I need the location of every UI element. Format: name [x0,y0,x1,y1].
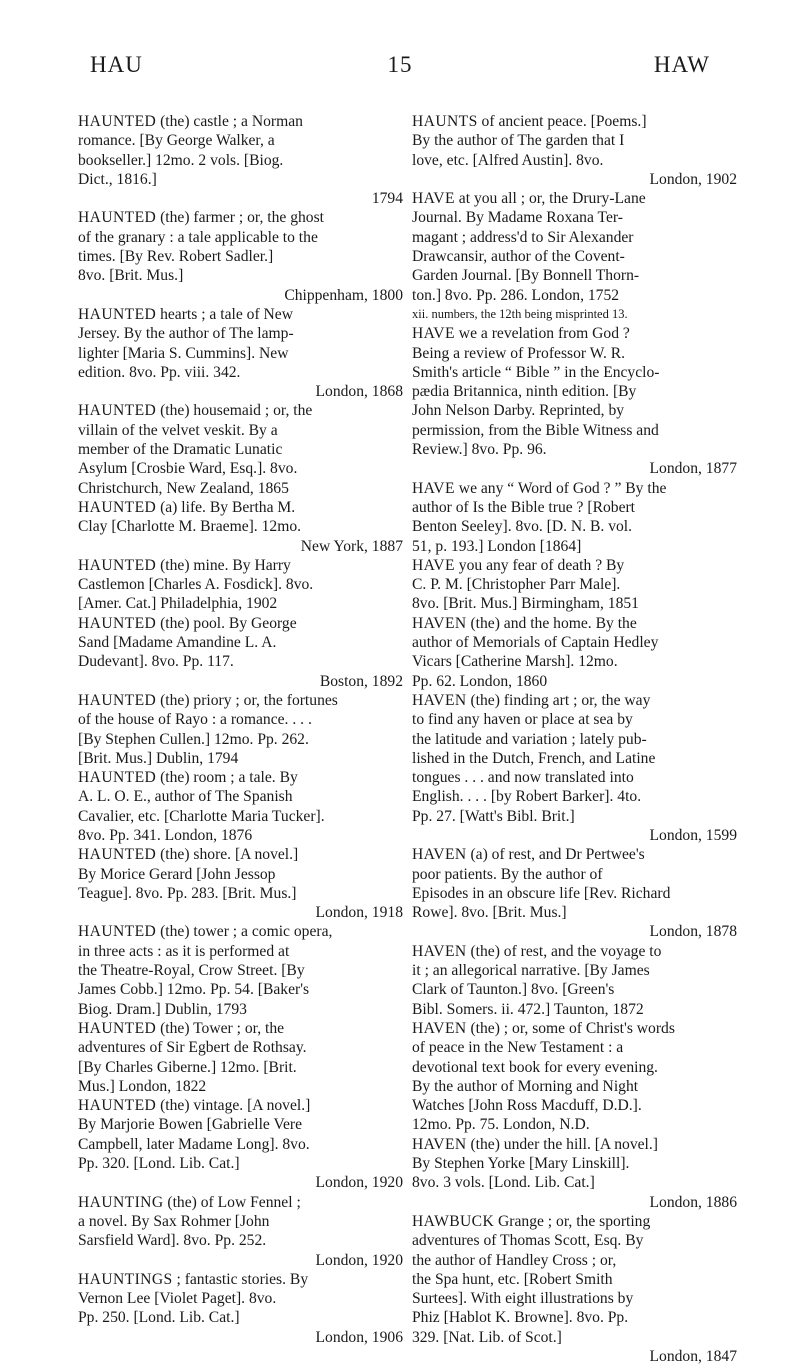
entry-imprint: London, 1868 [315,383,403,401]
entry-headword: HAVEN [412,1019,467,1037]
entry-line: 8vo. 3 vols. [Lond. Lib. Cat.] [412,1174,595,1192]
entry-headword: HAUNTED [78,923,157,941]
entry-line: (the) ; or, some of Christ's words [466,1019,675,1037]
entry-line: [By Charles Giberne.] 12mo. [Brit. [78,1058,297,1076]
bib-entry [412,324,737,478]
running-head-right: HAW [653,52,710,77]
entry-line: of ancient peace. [Poems.] [477,113,647,130]
entry-line: hearts ; a tale of New [156,305,293,323]
entry-imprint: London, 1918 [315,904,403,922]
entry-line: magant ; address'd to Sir Alexander [412,228,634,246]
entry-line: (the) of rest, and the voyage to [466,942,662,960]
bib-entry [78,1096,403,1192]
entry-line: lished in the Dutch, French, and Latine [412,749,656,767]
entry-headword: HAUNTED [78,305,157,323]
entry-line: love, etc. [Alfred Austin]. 8vo. [412,151,604,169]
entry-headword: HAUNTINGS [78,1270,173,1288]
bib-entry [412,112,737,189]
entry-line: poor patients. By the author of [412,865,603,883]
entry-line: Jersey. By the author of The lamp- [78,325,294,343]
entry-line: 12mo. Pp. 75. London, N.D. [412,1116,590,1134]
entry-headword: HAVEN [412,691,467,709]
entry-line: member of the Dramatic Lunatic [78,441,283,459]
entry-line: the author of Handley Cross ; or, [412,1251,617,1269]
entry-line: James Cobb.] 12mo. Pp. 54. [Baker's [78,981,310,999]
entry-headword: HAUNTED [78,209,157,227]
entry-line: Asylum [Crosbie Ward, Esq.]. 8vo. [78,460,298,478]
entry-imprint: London, 1847 [649,1348,737,1365]
entry-line: Mus.] London, 1822 [78,1077,207,1095]
entry-headword: HAVE [412,325,455,343]
entry-line: (a) of rest, and Dr Pertwee's [466,846,645,864]
entry-headword: HAUNTED [78,691,157,709]
entry-line: the Spa hunt, etc. [Robert Smith [412,1270,613,1288]
entry-line: (a) life. By Bertha M. [156,498,296,516]
entry-headword: HAUNTING [78,1193,164,1211]
entry-line: (the) mine. By Harry [156,556,291,574]
bib-entry [78,556,403,614]
entry-headword: HAVEN [412,942,467,960]
entry-line: Pp. 250. [Lond. Lib. Cat.] [78,1309,240,1327]
bib-entry [412,479,737,556]
bib-entry [78,1270,403,1347]
entry-line: By Stephen Yorke [Mary Linskill]. [412,1155,630,1173]
entry-line: A. L. O. E., author of The Spanish [78,788,293,806]
entry-line: By Marjorie Bowen [Gabrielle Vere [78,1116,303,1134]
entry-imprint: Chippenham, 1800 [284,286,403,304]
left-column [78,112,403,1347]
entry-line: edition. 8vo. Pp. viii. 342. [78,363,241,381]
entry-line: adventures of Thomas Scott, Esq. By [412,1232,644,1250]
entry-headword: HAVE [412,556,455,574]
entry-line: devotional text book for every evening. [412,1058,658,1076]
entry-headword: HAVEN [412,846,467,864]
entry-line: English. . . . [by Robert Barker]. 4to. [412,788,642,806]
running-head [0,52,800,82]
entry-line: Grange ; or, the sporting [494,1212,651,1230]
entry-line: Rowe]. 8vo. [Brit. Mus.] [412,904,567,922]
bib-entry [78,112,403,208]
entry-line: Pp. 62. London, 1860 [412,672,548,690]
running-head-left: HAU [90,52,143,77]
bib-entry [412,691,737,845]
bib-entry [412,614,737,691]
entry-line: Drawcansir, author of the Covent- [412,248,625,266]
entry-line: Journal. By Madame Roxana Ter- [412,209,623,227]
entry-headword: HAUNTS [412,113,478,130]
entry-line: ton.] 8vo. Pp. 286. London, 1752 [412,286,620,304]
entry-line: Clay [Charlotte M. Braeme]. 12mo. [78,518,302,536]
bib-entry [78,768,403,845]
entry-line: you any fear of death ? By [454,556,625,574]
entry-line: Campbell, later Madame Long]. 8vo. [78,1135,310,1153]
entry-line: Benton Seeley]. 8vo. [D. N. B. vol. [412,518,633,536]
entry-line: John Nelson Darby. Reprinted, by [412,402,625,420]
bib-entry [78,498,403,556]
bib-entry [412,1212,737,1366]
entry-line: Clark of Taunton.] 8vo. [Green's [412,981,615,999]
entry-line: Dict., 1816.] [78,170,157,188]
entry-line: By the author of Morning and Night [412,1077,639,1095]
entry-line: author of Is the Bible true ? [Robert [412,498,636,516]
entry-imprint: London, 1902 [649,170,737,188]
page-number: 15 [387,52,413,77]
entry-line: [By Stephen Cullen.] 12mo. Pp. 262. [78,730,309,748]
entry-line: tongues . . . and now translated into [412,769,634,787]
entry-line: 8vo. [Brit. Mus.] Birmingham, 1851 [412,595,639,613]
entry-headword: HAUNTED [78,769,157,787]
entry-line: Review.] 8vo. Pp. 96. [412,441,547,459]
entry-headword: HAWBUCK [412,1212,495,1230]
entry-imprint: London, 1599 [649,826,737,844]
entry-line: (the) and the home. By the [466,614,637,632]
entry-line: Christchurch, New Zealand, 1865 [78,479,289,497]
entry-imprint: London, 1906 [315,1328,403,1346]
entry-line: Teague]. 8vo. Pp. 283. [Brit. Mus.] [78,884,297,902]
entry-line: Cavalier, etc. [Charlotte Maria Tucker]. [78,807,325,825]
bib-entry [78,922,403,1018]
bib-entry [412,189,737,324]
entry-line: [Brit. Mus.] Dublin, 1794 [78,749,239,767]
entry-imprint: London, 1877 [649,460,737,478]
entry-imprint: London, 1878 [649,923,737,941]
entry-line: Vernon Lee [Violet Paget]. 8vo. [78,1290,277,1308]
entry-line: times. [By Rev. Robert Sadler.] [78,248,274,266]
entry-headword: HAUNTED [78,402,157,420]
entry-headword: HAVEN [412,1135,467,1153]
entry-imprint: 1794 [371,190,403,208]
entry-line: at you all ; or, the Drury-Lane [454,190,646,208]
entry-headword: HAVE [412,190,455,208]
entry-line: Sand [Madame Amandine L. A. [78,634,277,652]
entry-line: Phiz [Hablot K. Browne]. 8vo. Pp. [412,1309,629,1327]
entry-line: Garden Journal. [By Bonnell Thorn- [412,267,640,285]
entry-line: By the author of The garden that I [412,132,625,150]
bib-entry [78,614,403,691]
entry-line: (the) farmer ; or, the ghost [156,209,324,227]
entry-headword: HAUNTED [78,846,157,864]
bib-entry [78,208,403,304]
entry-line: the Theatre-Royal, Crow Street. [By [78,962,305,980]
entry-line: villain of the velvet veskit. By a [78,421,278,439]
bib-entry [412,556,737,614]
entry-line: (the) shore. [A novel.] [156,846,299,864]
entry-headword: HAUNTED [78,1097,157,1115]
entry-headword: HAUNTED [78,113,157,130]
bib-entry [78,845,403,922]
entry-line: lighter [Maria S. Cummins]. New [78,344,289,362]
bib-entry [78,1193,403,1270]
entry-line: Smith's article “ Bible ” in the Encyclo- [412,363,660,381]
bib-entry [78,305,403,401]
entry-line: we any “ Word of God ? ” By the [454,479,667,497]
entry-line: Biog. Dram.] Dublin, 1793 [78,1000,247,1018]
bib-entry [412,1019,737,1135]
entry-line: (the) vintage. [A novel.] [156,1097,311,1115]
entry-line: 8vo. [Brit. Mus.] [78,267,184,285]
entry-line: in three acts : as it is performed at [78,942,290,960]
entry-line: of peace in the New Testament : a [412,1039,624,1057]
entry-line: the latitude and variation ; lately pub- [412,730,647,748]
entry-imprint: New York, 1887 [300,537,403,555]
entry-line: (the) castle ; a Norman [156,113,303,130]
bib-entry [78,691,403,768]
entry-line: 8vo. Pp. 341. London, 1876 [78,826,253,844]
entry-line: (the) room ; a tale. By [156,769,298,787]
entry-line: Castlemon [Charles A. Fosdick]. 8vo. [78,576,314,594]
entry-line: (the) under the hill. [A novel.] [466,1135,658,1153]
bib-entry [412,1135,737,1212]
entry-line: adventures of Sir Egbert de Rothsay. [78,1039,307,1057]
entry-line: Bibl. Somers. ii. 472.] Taunton, 1872 [412,1000,644,1018]
entry-line: Watches [John Ross Macduff, D.D.]. [412,1097,642,1115]
entry-imprint: London, 1886 [649,1193,737,1211]
entry-headword: HAUNTED [78,556,157,574]
entry-line: it ; an allegorical narrative. [By James [412,962,650,980]
bib-entry [412,942,737,1019]
entry-line: bookseller.] 12mo. 2 vols. [Biog. [78,151,284,169]
entry-line: author of Memorials of Captain Hedley [412,634,659,652]
entry-line: (the) priory ; or, the fortunes [156,691,338,709]
bib-entry [78,401,403,497]
entry-line: a novel. By Sax Rohmer [John [78,1212,270,1230]
entry-headword: HAUNTED [78,498,157,516]
entry-line: 51, p. 193.] London [1864] [412,537,582,555]
entry-headword: HAUNTED [78,1019,157,1037]
entry-line: Pp. 27. [Watt's Bibl. Brit.] [412,807,575,825]
entry-line: Being a review of Professor W. R. [412,344,626,362]
entry-line: (the) housemaid ; or, the [156,402,313,420]
entry-line: of the house of Rayo : a romance. . . . [78,711,312,729]
entry-line: [Amer. Cat.] Philadelphia, 1902 [78,595,278,613]
entry-line: Vicars [Catherine Marsh]. 12mo. [412,653,618,671]
entry-headword: HAVEN [412,614,467,632]
entry-line: C. P. M. [Christopher Parr Male]. [412,576,621,594]
entry-imprint: London, 1920 [315,1174,403,1192]
entry-line: ; fantastic stories. By [172,1270,309,1288]
entry-line: (the) tower ; a comic opera, [156,923,333,941]
entry-line: permission, from the Bible Witness and [412,421,659,439]
entry-line: of the granary : a tale applicable to the [78,228,318,246]
entry-line: (the) of Low Fennel ; [163,1193,301,1211]
entry-line: (the) finding art ; or, the way [466,691,651,709]
entry-line: Surtees]. With eight illustrations by [412,1290,634,1308]
entry-line: Dudevant]. 8vo. Pp. 117. [78,653,234,671]
entry-headword: HAVE [412,479,455,497]
bib-entry [78,1019,403,1096]
entry-headword: HAUNTED [78,614,157,632]
entry-line: Sarsfield Ward]. 8vo. Pp. 252. [78,1232,267,1250]
entry-line: By Morice Gerard [John Jessop [78,865,276,883]
entry-line: to find any haven or place at sea by [412,711,633,729]
entry-line: Episodes in an obscure life [Rev. Richard [412,884,671,902]
entry-line: (the) pool. By George [156,614,297,632]
entry-imprint: London, 1920 [315,1251,403,1269]
entry-line: pædia Britannica, ninth edition. [By [412,383,637,401]
entry-line: we a revelation from God ? [454,325,630,343]
entry-imprint: Boston, 1892 [319,672,403,690]
entry-line: romance. [By George Walker, a [78,132,275,150]
right-column [412,112,737,1366]
bib-entry [412,845,737,941]
entry-line: (the) Tower ; or, the [156,1019,285,1037]
entry-line: 329. [Nat. Lib. of Scot.] [412,1328,562,1346]
entry-note: xii. numbers, the 12th being misprinted 13. [412,306,628,321]
entry-line: Pp. 320. [Lond. Lib. Cat.] [78,1155,240,1173]
